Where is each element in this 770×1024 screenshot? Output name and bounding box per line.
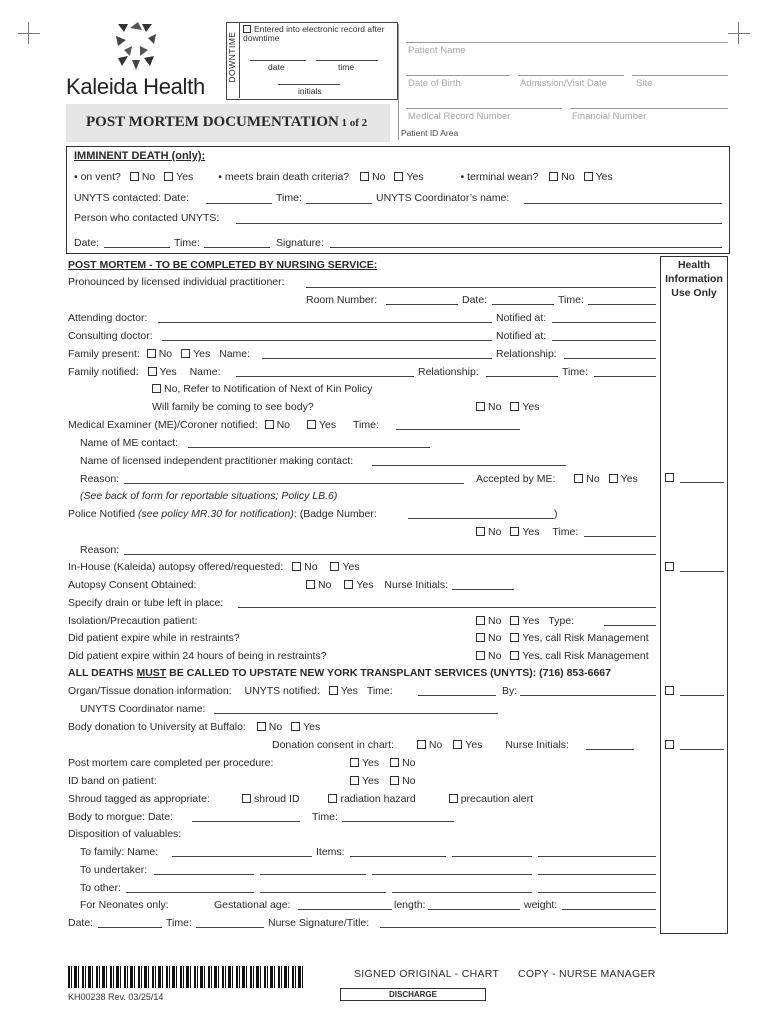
final-time-label: Time: <box>166 917 192 929</box>
downtime-date-label: date <box>268 62 285 72</box>
no-label: No <box>402 757 416 769</box>
organ-by-label: By: <box>502 685 518 697</box>
family-notified-time-label: Time: <box>562 366 588 378</box>
no-label: No <box>276 419 291 431</box>
form-title: POST MORTEM DOCUMENTATION <box>86 114 339 130</box>
to-family-items-label: Items: <box>316 846 345 858</box>
mrn-label: Medical Record Number <box>408 111 511 122</box>
to-other-field-4[interactable] <box>538 892 656 893</box>
downtime-check-text: Entered into electronic record after downtime <box>243 24 385 43</box>
donation-nurse-initials-label: Nurse Initials: <box>505 739 569 751</box>
accepted-no-checkbox[interactable] <box>574 474 583 483</box>
brain-death-no-checkbox[interactable] <box>360 172 369 181</box>
id-band-yes-checkbox[interactable] <box>350 776 359 785</box>
consent-nurse-initials-field[interactable] <box>452 589 514 590</box>
me-reason-label: Reason: <box>80 473 120 485</box>
dob-label: Date of Birth <box>408 78 461 89</box>
family-coming-no-checkbox[interactable] <box>476 402 485 411</box>
restraints24-row <box>476 650 649 662</box>
family-notified-row <box>68 366 221 378</box>
family-notified-label: Family notified: <box>68 366 139 378</box>
family-notified-yes-checkbox[interactable] <box>148 367 157 376</box>
family-coming-yes-checkbox[interactable] <box>510 402 519 411</box>
pm-care-no-checkbox[interactable] <box>390 758 399 767</box>
imminent-time-label: Time: <box>174 237 200 249</box>
final-time-field[interactable] <box>196 927 264 928</box>
family-notified-relationship-field[interactable] <box>486 376 558 377</box>
organ-by-field[interactable] <box>520 695 656 696</box>
morgue-time-field[interactable] <box>342 821 454 822</box>
crop-mark-right <box>728 22 750 44</box>
yes-label: Yes <box>356 579 374 591</box>
to-family-items-3[interactable] <box>538 856 656 857</box>
pm-care-label: Post mortem care completed per procedure: <box>68 757 274 769</box>
police-reason-field[interactable] <box>124 554 656 555</box>
on-vent-label: • on vent? <box>74 171 121 183</box>
final-date-field[interactable] <box>98 927 162 928</box>
see-back-note: (See back of form for reportable situations; Policy LB.6) <box>80 490 338 502</box>
me-notified-time-label: Time: <box>353 419 379 431</box>
yes-label: Yes <box>522 526 540 538</box>
restraints-no-checkbox[interactable] <box>476 633 485 642</box>
nurse-signature-label: Nurse Signature/Title: <box>268 917 370 929</box>
yes-label: Yes <box>318 419 337 431</box>
room-label: Room Number: <box>306 294 378 306</box>
no-label: No <box>488 632 502 644</box>
police-policy-note: (see policy MR.30 for notification) <box>138 508 294 520</box>
no-label: No <box>488 526 502 538</box>
to-family-items-1[interactable] <box>350 856 446 857</box>
consulting-label: Consulting doctor: <box>68 330 153 342</box>
me-notified-yes-checkbox[interactable] <box>307 420 316 429</box>
risk-management-label: Yes, call Risk Management <box>522 632 649 644</box>
consulting-notified-field[interactable] <box>552 340 656 341</box>
coordinator-label: UNYTS Coordinator’s name: <box>376 192 510 204</box>
org-name: Kaleida Health <box>66 74 205 99</box>
yes-label: Yes <box>406 171 424 183</box>
unyts-date-field[interactable] <box>206 203 272 204</box>
badge-label: : (Badge Number: <box>293 508 377 520</box>
donation-consent-row <box>272 739 569 751</box>
body-donation-label: Body donation to University at Buffalo: <box>68 721 246 733</box>
imminent-row-1 <box>74 171 613 183</box>
organ-donation-label: Organ/Tissue donation information: <box>68 685 232 697</box>
donation-nurse-initials-field[interactable] <box>586 749 634 750</box>
site-label: Site <box>636 78 653 89</box>
refer-nok-label: No, Refer to Notification of Next of Kin Policy <box>164 383 373 395</box>
police-label: Police Notified <box>68 508 136 520</box>
downtime-label: DOWNTIME <box>227 31 237 83</box>
family-notified-name-label: Name: <box>189 366 221 378</box>
family-notified-relationship-label: Relationship: <box>418 366 479 378</box>
all-deaths-must: MUST <box>136 667 167 679</box>
body-donation-yes-checkbox[interactable] <box>291 722 300 731</box>
police-yesno-row <box>476 526 578 538</box>
isolation-type-label: Type: <box>548 615 575 627</box>
coordinator-name-field[interactable] <box>214 713 498 714</box>
police-no-checkbox[interactable] <box>476 527 485 536</box>
no-label: No <box>372 171 386 183</box>
inhouse-yes-checkbox[interactable] <box>330 562 339 571</box>
imminent-date-field[interactable] <box>104 247 170 248</box>
to-undertaker-field-1[interactable] <box>154 874 254 875</box>
to-other-label: To other: <box>80 882 121 894</box>
crop-mark-left <box>18 22 40 44</box>
inhouse-row <box>68 561 360 573</box>
restraints-yes-checkbox[interactable] <box>510 633 519 642</box>
weight-field[interactable] <box>562 909 656 910</box>
pm-care-yes-checkbox[interactable] <box>350 758 359 767</box>
yes-label: Yes <box>362 757 380 769</box>
restraints24-yes-checkbox[interactable] <box>510 651 519 660</box>
gestational-age-label: Gestational age: <box>214 899 291 911</box>
to-other-field-3[interactable] <box>392 892 532 893</box>
yes-label: Yes <box>620 473 638 485</box>
financial-label: Financial Number <box>572 111 647 122</box>
refer-nok-checkbox[interactable] <box>152 384 161 393</box>
imminent-time-field[interactable] <box>204 247 270 248</box>
coordinator-field[interactable] <box>524 203 722 204</box>
me-contact-label: Name of ME contact: <box>80 437 179 449</box>
brain-death-label: • meets brain death criteria? <box>218 171 350 183</box>
id-band-no-checkbox[interactable] <box>390 776 399 785</box>
donation-consent-no-checkbox[interactable] <box>417 740 426 749</box>
no-label: No <box>488 401 502 413</box>
family-present-relationship-label: Relationship: <box>496 348 557 360</box>
yes-label: Yes <box>362 775 380 787</box>
lip-contact-field[interactable] <box>372 465 566 466</box>
downtime-initials-label: initials <box>298 86 322 96</box>
pronounced-field[interactable] <box>306 287 656 288</box>
barcode <box>68 966 306 988</box>
me-notified-no-checkbox[interactable] <box>265 420 274 429</box>
autopsy-consent-row <box>306 579 448 591</box>
downtime-check-row[interactable] <box>243 25 393 43</box>
organ-time-label: Time: <box>366 685 393 697</box>
imminent-heading: IMMINENT DEATH (only): <box>74 150 206 162</box>
disposition-label: Disposition of valuables: <box>68 828 182 840</box>
unyts-notified-yes-checkbox[interactable] <box>329 686 338 695</box>
yes-label: Yes <box>522 615 540 627</box>
attending-field[interactable] <box>158 322 492 323</box>
to-undertaker-label: To undertaker: <box>80 864 148 876</box>
him-check-3[interactable] <box>665 685 677 697</box>
all-deaths-part-2: BE CALLED TO UPSTATE NEW YORK TRANSPLANT SERVICES (UNYTS): (716) 853-6667 <box>166 667 611 679</box>
family-present-name-field[interactable] <box>262 358 492 359</box>
no-label: No <box>268 721 283 733</box>
on-vent-no-checkbox[interactable] <box>130 172 139 181</box>
attending-label: Attending doctor: <box>68 312 148 324</box>
no-label: No <box>158 348 173 360</box>
yes-label: Yes <box>342 561 360 573</box>
family-notified-time-field[interactable] <box>594 376 656 377</box>
morgue-date-field[interactable] <box>192 821 300 822</box>
him-check-1[interactable] <box>665 472 677 484</box>
badge-close-paren: ) <box>554 508 558 520</box>
organ-time-field[interactable] <box>418 695 496 696</box>
yes-label: Yes <box>159 366 177 378</box>
shroud-id-label: shroud ID <box>254 793 300 805</box>
to-family-items-2[interactable] <box>452 856 532 857</box>
to-undertaker-field-2[interactable] <box>260 874 366 875</box>
admission-label: Admission/Visit Date <box>520 78 607 89</box>
me-contact-field[interactable] <box>188 447 430 448</box>
terminal-wean-label: • terminal wean? <box>460 171 539 183</box>
shroud-id-checkbox[interactable] <box>242 794 251 803</box>
imminent-date-label: Date: <box>74 237 100 249</box>
precaution-label: precaution alert <box>460 793 534 805</box>
discharge-label: DISCHARGE <box>388 990 437 999</box>
family-present-name-label: Name: <box>219 348 251 360</box>
copy-nurse-manager-label: COPY - NURSE MANAGER <box>518 968 656 980</box>
yes-label: Yes <box>465 739 483 751</box>
room-field[interactable] <box>386 304 458 305</box>
isolation-label: Isolation/Precaution patient: <box>68 615 198 627</box>
precaution-checkbox[interactable] <box>449 794 458 803</box>
unyts-notified-label: UNYTS notified: <box>244 685 320 697</box>
logo-mark-icon <box>108 20 164 72</box>
to-undertaker-field-3[interactable] <box>372 874 532 875</box>
shroud-row <box>242 793 533 805</box>
patient-id-area-label: Patient ID Area <box>401 128 459 138</box>
no-label: No <box>586 473 600 485</box>
accepted-yes-checkbox[interactable] <box>609 474 618 483</box>
neonates-label: For Neonates only: <box>80 899 169 911</box>
unyts-time-field[interactable] <box>306 203 372 204</box>
no-label: No <box>561 171 575 183</box>
restraints-row <box>476 632 649 644</box>
me-notified-label: Medical Examiner (ME)/Coroner notified: <box>68 419 258 431</box>
form-number: KH00238 Rev. 03/25/14 <box>68 992 164 1002</box>
family-present-relationship-field[interactable] <box>564 358 656 359</box>
accepted-by-me-label: Accepted by ME: <box>476 473 556 485</box>
restraints24-label: Did patient expire within 24 hours of being in restraints? <box>68 650 327 662</box>
lip-contact-label: Name of licensed independent practitioner making contact: <box>80 455 354 467</box>
all-deaths-notice <box>68 667 611 679</box>
pronounced-date-label: Date: <box>462 294 488 306</box>
no-label: No <box>141 171 156 183</box>
to-undertaker-field-4[interactable] <box>538 874 656 875</box>
attending-notified-label: Notified at: <box>496 312 547 324</box>
id-band-row <box>350 775 416 787</box>
pronounced-label: Pronounced by licensed individual practitioner: <box>68 276 285 288</box>
to-other-field-2[interactable] <box>260 892 386 893</box>
body-donation-no-checkbox[interactable] <box>257 722 266 731</box>
him-check-4[interactable] <box>665 739 677 751</box>
family-present-row <box>68 348 250 360</box>
morgue-date-label: Body to morgue: Date: <box>68 811 174 823</box>
radiation-label: radiation hazard <box>340 793 416 805</box>
terminal-wean-no-checkbox[interactable] <box>549 172 558 181</box>
morgue-time-label: Time: <box>312 811 338 823</box>
police-yes-checkbox[interactable] <box>510 527 519 536</box>
yes-label: Yes <box>303 721 321 733</box>
me-reason-field[interactable] <box>124 483 464 484</box>
consulting-field[interactable] <box>162 340 492 341</box>
imminent-signature-label: Signature: <box>276 237 324 249</box>
yes-label: Yes <box>340 685 358 697</box>
coordinator-name-label: UNYTS Coordinator name: <box>80 703 206 715</box>
to-family-label: To family: Name: <box>80 846 159 858</box>
id-band-label: ID band on patient: <box>68 775 157 787</box>
no-label: No <box>488 650 502 662</box>
final-date-label: Date: <box>68 917 94 929</box>
pm-care-row <box>350 757 416 769</box>
isolation-no-checkbox[interactable] <box>476 616 485 625</box>
no-label: No <box>402 775 416 787</box>
family-present-label: Family present: <box>68 348 140 360</box>
person-contacted-label: Person who contacted UNYTS: <box>74 212 220 224</box>
kaleida-logo <box>108 20 164 72</box>
yes-label: Yes <box>595 171 613 183</box>
accepted-by-me-row <box>476 473 638 485</box>
post-mortem-heading: POST MORTEM - TO BE COMPLETED BY NURSING SERVICE: <box>68 259 378 271</box>
inhouse-no-checkbox[interactable] <box>292 562 301 571</box>
restraints-label: Did patient expire while in restraints? <box>68 632 240 644</box>
isolation-type-field[interactable] <box>604 625 656 626</box>
radiation-checkbox[interactable] <box>328 794 337 803</box>
badge-number-field[interactable] <box>408 518 554 519</box>
on-vent-yes-checkbox[interactable] <box>164 172 173 181</box>
autopsy-consent-label: Autopsy Consent Obtained: <box>68 579 197 591</box>
risk-management-label: Yes, call Risk Management <box>522 650 649 662</box>
to-other-field-1[interactable] <box>126 892 254 893</box>
yes-label: Yes <box>176 171 194 183</box>
family-present-yes-checkbox[interactable] <box>181 349 190 358</box>
yes-label: Yes <box>522 401 540 413</box>
length-field[interactable] <box>428 909 520 910</box>
police-row <box>68 508 377 520</box>
discharge-box <box>340 988 486 1001</box>
consent-yes-checkbox[interactable] <box>344 580 353 589</box>
pronounced-date-field[interactable] <box>492 304 554 305</box>
yes-label: Yes <box>193 348 211 360</box>
imminent-signature-field[interactable] <box>330 247 722 248</box>
organ-row <box>68 685 393 697</box>
family-coming-label: Will family be coming to see body? <box>152 401 314 413</box>
consent-no-checkbox[interactable] <box>306 580 315 589</box>
inhouse-autopsy-label: In-House (Kaleida) autopsy offered/requested: <box>68 561 284 573</box>
donation-consent-label: Donation consent in chart: <box>272 739 394 751</box>
no-label: No <box>428 739 443 751</box>
pronounced-time-field[interactable] <box>588 304 656 305</box>
him-check-2[interactable] <box>665 561 677 573</box>
consent-nurse-initials-label: Nurse Initials: <box>384 579 449 591</box>
person-contacted-field[interactable] <box>236 223 722 224</box>
page-of: 1 of 2 <box>341 117 368 129</box>
pronounced-time-label: Time: <box>558 294 584 306</box>
no-label: No <box>488 615 502 627</box>
consulting-notified-label: Notified at: <box>496 330 547 342</box>
all-deaths-part-1: ALL DEATHS <box>68 667 137 679</box>
police-reason-label: Reason: <box>80 544 120 556</box>
unyts-time-label: Time: <box>276 192 302 204</box>
length-label: length: <box>394 899 426 911</box>
shroud-label: Shroud tagged as appropriate: <box>68 793 210 805</box>
to-family-name-field[interactable] <box>172 856 312 857</box>
police-time-field[interactable] <box>584 536 656 537</box>
terminal-wean-yes-checkbox[interactable] <box>584 172 593 181</box>
isolation-yes-checkbox[interactable] <box>510 616 519 625</box>
downtime-checkbox[interactable] <box>243 25 251 33</box>
restraints24-no-checkbox[interactable] <box>476 651 485 660</box>
body-donation-row <box>68 721 320 733</box>
downtime-time-label: time <box>338 62 355 72</box>
him-column <box>660 256 728 934</box>
weight-label: weight: <box>524 899 558 911</box>
me-notified-time-field[interactable] <box>396 429 520 430</box>
patient-name-label: Patient Name <box>408 45 466 56</box>
brain-death-yes-checkbox[interactable] <box>394 172 403 181</box>
drain-field[interactable] <box>238 607 656 608</box>
unyts-contacted-label: UNYTS contacted: Date: <box>74 192 189 204</box>
him-heading: Health Information Use Only <box>665 259 723 299</box>
me-notified-row <box>68 419 379 431</box>
donation-consent-yes-checkbox[interactable] <box>453 740 462 749</box>
police-time-label: Time: <box>552 526 579 538</box>
nurse-signature-field[interactable] <box>380 927 656 928</box>
isolation-row <box>476 615 574 627</box>
family-notified-name-field[interactable] <box>236 376 414 377</box>
signed-original-label: SIGNED ORIGINAL - CHART <box>354 968 500 980</box>
gestational-age-field[interactable] <box>298 909 392 910</box>
drain-label: Specify drain or tube left in place: <box>68 597 224 609</box>
family-present-no-checkbox[interactable] <box>147 349 156 358</box>
no-label: No <box>318 579 332 591</box>
attending-notified-field[interactable] <box>552 322 656 323</box>
no-label: No <box>304 561 318 573</box>
